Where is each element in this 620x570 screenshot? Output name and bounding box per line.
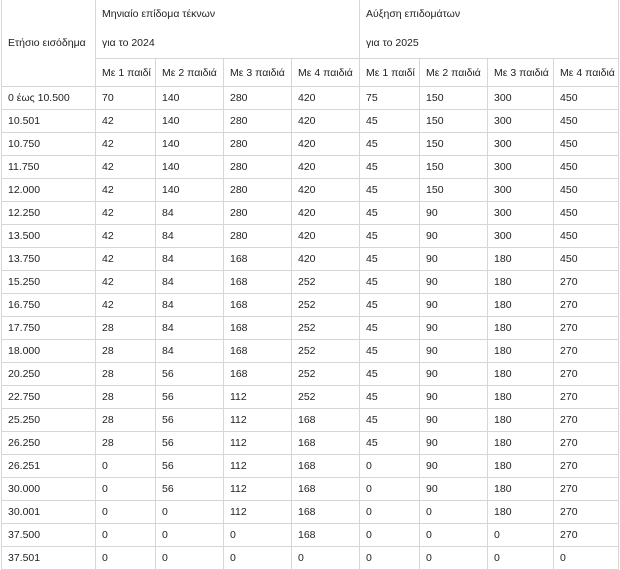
amount-cell-2024-1: 0	[96, 524, 156, 547]
amount-cell-2025-1: 0	[360, 524, 420, 547]
amount-cell-2025-2: 150	[420, 156, 488, 179]
amount-cell-2024-4: 0	[292, 547, 360, 570]
group-header-2024	[96, 0, 360, 59]
amount-cell-2024-4: 420	[292, 110, 360, 133]
income-cell: 37.500	[2, 524, 96, 547]
amount-cell-2024-2: 56	[156, 363, 224, 386]
amount-cell-2025-2: 0	[420, 501, 488, 524]
amount-cell-2025-4: 270	[554, 501, 619, 524]
amount-cell-2025-4: 270	[554, 317, 619, 340]
table-row	[2, 432, 619, 455]
income-cell: 13.750	[2, 248, 96, 271]
amount-cell-2024-4: 168	[292, 455, 360, 478]
amount-cell-2025-2: 90	[420, 271, 488, 294]
income-cell: 18.000	[2, 340, 96, 363]
amount-cell-2024-4: 168	[292, 524, 360, 547]
amount-cell-2024-1: 0	[96, 478, 156, 501]
col-header-2025-2-children: Με 2 παιδιά	[420, 59, 488, 87]
amount-cell-2024-2: 84	[156, 225, 224, 248]
amount-cell-2025-2: 90	[420, 478, 488, 501]
amount-cell-2024-4: 420	[292, 248, 360, 271]
amount-cell-2025-2: 150	[420, 110, 488, 133]
amount-cell-2024-1: 0	[96, 501, 156, 524]
amount-cell-2024-2: 140	[156, 110, 224, 133]
amount-cell-2025-3: 300	[488, 225, 554, 248]
amount-cell-2025-2: 90	[420, 225, 488, 248]
amount-cell-2024-2: 56	[156, 478, 224, 501]
amount-cell-2024-2: 84	[156, 340, 224, 363]
group-year-2025: για το 2025	[366, 37, 419, 49]
income-cell: 11.750	[2, 156, 96, 179]
amount-cell-2025-2: 90	[420, 386, 488, 409]
income-cell: 13.500	[2, 225, 96, 248]
amount-cell-2024-3: 168	[224, 317, 292, 340]
amount-cell-2024-3: 280	[224, 202, 292, 225]
amount-cell-2025-3: 300	[488, 110, 554, 133]
amount-cell-2025-3: 180	[488, 409, 554, 432]
amount-cell-2024-1: 42	[96, 225, 156, 248]
income-cell: 12.000	[2, 179, 96, 202]
income-cell: 10.501	[2, 110, 96, 133]
amount-cell-2024-4: 252	[292, 386, 360, 409]
amount-cell-2025-2: 0	[420, 547, 488, 570]
amount-cell-2025-1: 75	[360, 87, 420, 110]
amount-cell-2024-3: 280	[224, 87, 292, 110]
col-header-2024-1-child: Με 1 παιδί	[96, 59, 156, 87]
amount-cell-2025-3: 180	[488, 432, 554, 455]
amount-cell-2024-2: 56	[156, 386, 224, 409]
amount-cell-2025-1: 45	[360, 202, 420, 225]
amount-cell-2025-1: 45	[360, 386, 420, 409]
income-cell: 22.750	[2, 386, 96, 409]
amount-cell-2025-1: 45	[360, 317, 420, 340]
amount-cell-2025-4: 270	[554, 409, 619, 432]
amount-cell-2024-1: 28	[96, 409, 156, 432]
amount-cell-2025-3: 180	[488, 386, 554, 409]
amount-cell-2024-1: 28	[96, 363, 156, 386]
amount-cell-2025-1: 0	[360, 478, 420, 501]
income-cell: 26.251	[2, 455, 96, 478]
amount-cell-2025-3: 300	[488, 87, 554, 110]
amount-cell-2024-3: 280	[224, 133, 292, 156]
amount-cell-2025-2: 90	[420, 202, 488, 225]
amount-cell-2025-1: 45	[360, 110, 420, 133]
table-row	[2, 547, 619, 570]
table-row	[2, 110, 619, 133]
amount-cell-2025-3: 180	[488, 317, 554, 340]
amount-cell-2025-3: 180	[488, 340, 554, 363]
amount-cell-2024-4: 420	[292, 133, 360, 156]
amount-cell-2024-3: 112	[224, 501, 292, 524]
amount-cell-2024-4: 420	[292, 202, 360, 225]
amount-cell-2025-3: 180	[488, 363, 554, 386]
amount-cell-2025-4: 270	[554, 271, 619, 294]
amount-cell-2025-2: 90	[420, 363, 488, 386]
amount-cell-2025-3: 300	[488, 156, 554, 179]
amount-cell-2024-2: 140	[156, 179, 224, 202]
income-cell: 25.250	[2, 409, 96, 432]
amount-cell-2024-4: 168	[292, 409, 360, 432]
amount-cell-2024-4: 252	[292, 271, 360, 294]
amount-cell-2025-2: 150	[420, 179, 488, 202]
amount-cell-2025-4: 450	[554, 202, 619, 225]
table-row	[2, 478, 619, 501]
amount-cell-2024-2: 56	[156, 432, 224, 455]
amount-cell-2024-3: 280	[224, 225, 292, 248]
group-header-2025	[360, 0, 619, 59]
amount-cell-2024-3: 168	[224, 340, 292, 363]
amount-cell-2025-4: 270	[554, 340, 619, 363]
table-row	[2, 409, 619, 432]
amount-cell-2024-4: 252	[292, 340, 360, 363]
amount-cell-2025-4: 450	[554, 87, 619, 110]
amount-cell-2024-4: 420	[292, 179, 360, 202]
amount-cell-2024-4: 420	[292, 87, 360, 110]
col-header-2024-4-children: Με 4 παιδιά	[292, 59, 360, 87]
amount-cell-2025-1: 45	[360, 133, 420, 156]
amount-cell-2024-4: 420	[292, 225, 360, 248]
amount-cell-2025-4: 0	[554, 547, 619, 570]
amount-cell-2025-4: 270	[554, 524, 619, 547]
amount-cell-2024-2: 84	[156, 248, 224, 271]
amount-cell-2025-4: 270	[554, 455, 619, 478]
table-row	[2, 294, 619, 317]
amount-cell-2025-3: 180	[488, 501, 554, 524]
amount-cell-2025-3: 180	[488, 248, 554, 271]
amount-cell-2024-3: 168	[224, 363, 292, 386]
table-row	[2, 363, 619, 386]
amount-cell-2024-3: 168	[224, 271, 292, 294]
amount-cell-2025-1: 45	[360, 156, 420, 179]
amount-cell-2024-1: 42	[96, 110, 156, 133]
amount-cell-2025-1: 45	[360, 409, 420, 432]
amount-cell-2024-2: 0	[156, 547, 224, 570]
amount-cell-2024-2: 0	[156, 501, 224, 524]
amount-cell-2025-4: 450	[554, 179, 619, 202]
amount-cell-2024-4: 168	[292, 432, 360, 455]
income-cell: 20.250	[2, 363, 96, 386]
amount-cell-2024-3: 168	[224, 294, 292, 317]
amount-cell-2024-3: 112	[224, 386, 292, 409]
amount-cell-2025-1: 0	[360, 547, 420, 570]
amount-cell-2024-1: 0	[96, 547, 156, 570]
amount-cell-2024-1: 42	[96, 294, 156, 317]
table-row	[2, 340, 619, 363]
amount-cell-2024-2: 140	[156, 156, 224, 179]
amount-cell-2024-2: 56	[156, 409, 224, 432]
table-row	[2, 87, 619, 110]
table-row	[2, 317, 619, 340]
table-row	[2, 156, 619, 179]
col-header-2025-1-child: Με 1 παιδί	[360, 59, 420, 87]
group-title-2025: Αύξηση επιδομάτων	[366, 8, 461, 20]
amount-cell-2025-4: 450	[554, 156, 619, 179]
amount-cell-2025-1: 45	[360, 271, 420, 294]
amount-cell-2025-4: 270	[554, 386, 619, 409]
amount-cell-2024-3: 0	[224, 524, 292, 547]
amount-cell-2025-4: 270	[554, 294, 619, 317]
amount-cell-2024-1: 28	[96, 432, 156, 455]
table-row	[2, 202, 619, 225]
amount-cell-2025-3: 0	[488, 524, 554, 547]
amount-cell-2024-1: 42	[96, 202, 156, 225]
amount-cell-2024-1: 42	[96, 133, 156, 156]
table-row	[2, 501, 619, 524]
amount-cell-2024-4: 168	[292, 501, 360, 524]
amount-cell-2025-1: 45	[360, 432, 420, 455]
amount-cell-2024-2: 0	[156, 524, 224, 547]
amount-cell-2025-1: 45	[360, 363, 420, 386]
amount-cell-2025-4: 270	[554, 432, 619, 455]
col-header-2025-3-children: Με 3 παιδιά	[488, 59, 554, 87]
income-cell: 37.501	[2, 547, 96, 570]
income-cell: 16.750	[2, 294, 96, 317]
table-row	[2, 271, 619, 294]
amount-cell-2024-4: 252	[292, 317, 360, 340]
amount-cell-2024-1: 42	[96, 179, 156, 202]
table-row	[2, 524, 619, 547]
amount-cell-2025-2: 90	[420, 248, 488, 271]
amount-cell-2025-1: 45	[360, 340, 420, 363]
amount-cell-2024-3: 112	[224, 409, 292, 432]
amount-cell-2025-4: 270	[554, 363, 619, 386]
amount-cell-2024-4: 168	[292, 478, 360, 501]
amount-cell-2025-1: 0	[360, 501, 420, 524]
amount-cell-2024-1: 28	[96, 317, 156, 340]
amount-cell-2024-1: 28	[96, 340, 156, 363]
amount-cell-2024-2: 84	[156, 202, 224, 225]
amount-cell-2025-4: 270	[554, 478, 619, 501]
income-cell: 30.001	[2, 501, 96, 524]
amount-cell-2024-1: 42	[96, 248, 156, 271]
amount-cell-2025-4: 450	[554, 110, 619, 133]
col-header-2025-4-children: Με 4 παιδιά	[554, 59, 619, 87]
amount-cell-2025-3: 300	[488, 179, 554, 202]
amount-cell-2025-1: 45	[360, 248, 420, 271]
amount-cell-2025-2: 0	[420, 524, 488, 547]
amount-cell-2025-3: 0	[488, 547, 554, 570]
child-benefit-table	[1, 0, 619, 570]
amount-cell-2025-2: 90	[420, 409, 488, 432]
amount-cell-2024-3: 168	[224, 248, 292, 271]
col-header-2024-3-children: Με 3 παιδιά	[224, 59, 292, 87]
income-cell: 10.750	[2, 133, 96, 156]
amount-cell-2025-3: 180	[488, 271, 554, 294]
table-row	[2, 455, 619, 478]
amount-cell-2024-4: 420	[292, 156, 360, 179]
amount-cell-2024-3: 280	[224, 179, 292, 202]
table-row	[2, 386, 619, 409]
group-title-2024: Μηνιαίο επίδομα τέκνων	[102, 8, 216, 20]
amount-cell-2025-3: 180	[488, 455, 554, 478]
amount-cell-2024-2: 140	[156, 87, 224, 110]
amount-cell-2025-2: 90	[420, 317, 488, 340]
amount-cell-2024-2: 84	[156, 317, 224, 340]
amount-cell-2024-3: 112	[224, 432, 292, 455]
income-cell: 26.250	[2, 432, 96, 455]
amount-cell-2024-3: 112	[224, 455, 292, 478]
amount-cell-2025-3: 300	[488, 133, 554, 156]
amount-cell-2024-3: 0	[224, 547, 292, 570]
table-row	[2, 133, 619, 156]
amount-cell-2024-2: 84	[156, 294, 224, 317]
col-header-2024-2-children: Με 2 παιδιά	[156, 59, 224, 87]
amount-cell-2025-3: 180	[488, 294, 554, 317]
amount-cell-2025-2: 90	[420, 455, 488, 478]
amount-cell-2024-2: 56	[156, 455, 224, 478]
amount-cell-2024-3: 280	[224, 110, 292, 133]
income-cell: 0 έως 10.500	[2, 87, 96, 110]
amount-cell-2024-1: 70	[96, 87, 156, 110]
amount-cell-2025-4: 450	[554, 225, 619, 248]
income-column-header: Ετήσιο εισόδημα	[2, 0, 96, 87]
amount-cell-2024-1: 42	[96, 271, 156, 294]
table-row	[2, 248, 619, 271]
amount-cell-2025-2: 150	[420, 133, 488, 156]
income-cell: 15.250	[2, 271, 96, 294]
amount-cell-2024-1: 28	[96, 386, 156, 409]
amount-cell-2024-3: 112	[224, 478, 292, 501]
amount-cell-2025-3: 180	[488, 478, 554, 501]
income-cell: 30.000	[2, 478, 96, 501]
amount-cell-2025-1: 0	[360, 455, 420, 478]
amount-cell-2025-1: 45	[360, 294, 420, 317]
amount-cell-2025-2: 90	[420, 340, 488, 363]
header-group-row	[2, 0, 619, 59]
group-year-2024: για το 2024	[102, 37, 155, 49]
income-cell: 12.250	[2, 202, 96, 225]
table-body	[2, 87, 619, 570]
amount-cell-2024-2: 140	[156, 133, 224, 156]
amount-cell-2024-4: 252	[292, 363, 360, 386]
amount-cell-2024-3: 280	[224, 156, 292, 179]
amount-cell-2025-1: 45	[360, 225, 420, 248]
amount-cell-2025-4: 450	[554, 248, 619, 271]
amount-cell-2024-4: 252	[292, 294, 360, 317]
amount-cell-2024-1: 0	[96, 455, 156, 478]
amount-cell-2025-3: 300	[488, 202, 554, 225]
amount-cell-2025-2: 150	[420, 87, 488, 110]
amount-cell-2025-2: 90	[420, 294, 488, 317]
amount-cell-2025-1: 45	[360, 179, 420, 202]
income-cell: 17.750	[2, 317, 96, 340]
amount-cell-2024-2: 84	[156, 271, 224, 294]
amount-cell-2024-1: 42	[96, 156, 156, 179]
amount-cell-2025-2: 90	[420, 432, 488, 455]
amount-cell-2025-4: 450	[554, 133, 619, 156]
table-row	[2, 179, 619, 202]
table-row	[2, 225, 619, 248]
